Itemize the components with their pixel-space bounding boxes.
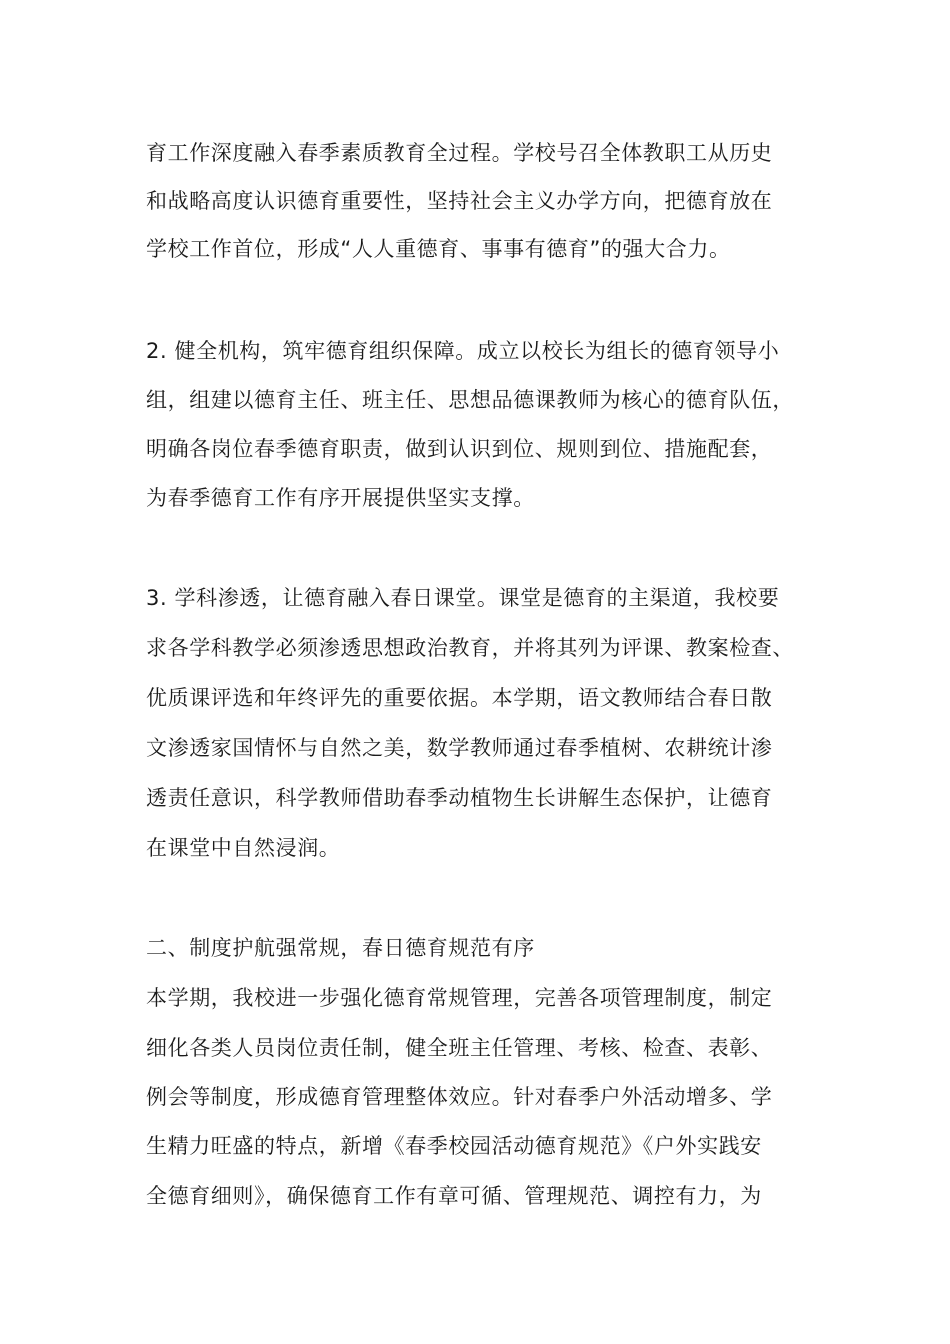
section-heading: 二、制度护航强常规，春日德育规范有序	[146, 936, 535, 960]
text-line: 求各学科教学必须渗透思想政治教育，并将其列为评课、教案检查、	[146, 636, 794, 660]
text-line: 生精力旺盛的特点，新增《春季校园活动德育规范》《户外实践安	[146, 1134, 762, 1158]
text-line: 透责任意识，科学教师借助春季动植物生长讲解生态保护，让德育	[146, 786, 773, 810]
text-line: 全德育细则》，确保德育工作有章可循、管理规范、调控有力，为	[146, 1184, 762, 1208]
text-line: 2. 健全机构，筑牢德育组织保障。成立以校长为组长的德育领导小	[146, 339, 780, 363]
text-line: 文渗透家国情怀与自然之美，数学教师通过春季植树、农耕统计渗	[146, 736, 773, 760]
text-line: 在课堂中自然浸润。	[146, 836, 341, 860]
text-line: 组，组建以德育主任、班主任、思想品德课教师为核心的德育队伍，	[146, 388, 794, 412]
text-line: 和战略高度认识德育重要性，坚持社会主义办学方向，把德育放在	[146, 189, 773, 213]
text-line: 学校工作首位，形成“人人重德育、事事有德育”的强大合力。	[146, 237, 731, 261]
text-line: 为春季德育工作有序开展提供坚实支撑。	[146, 486, 535, 510]
text-line: 细化各类人员岗位责任制，健全班主任管理、考核、检查、表彰、	[146, 1036, 773, 1060]
text-line: 3. 学科渗透，让德育融入春日课堂。课堂是德育的主渠道，我校要	[146, 586, 780, 610]
text-line: 本学期，我校进一步强化德育常规管理，完善各项管理制度，制定	[146, 986, 773, 1010]
text-line: 育工作深度融入春季素质教育全过程。学校号召全体教职工从历史	[146, 141, 773, 165]
text-line: 明确各岗位春季德育职责，做到认识到位、规则到位、措施配套，	[146, 437, 773, 461]
text-line: 例会等制度，形成德育管理整体效应。针对春季户外活动增多、学	[146, 1085, 773, 1109]
text-line: 优质课评选和年终评先的重要依据。本学期，语文教师结合春日散	[146, 686, 773, 710]
